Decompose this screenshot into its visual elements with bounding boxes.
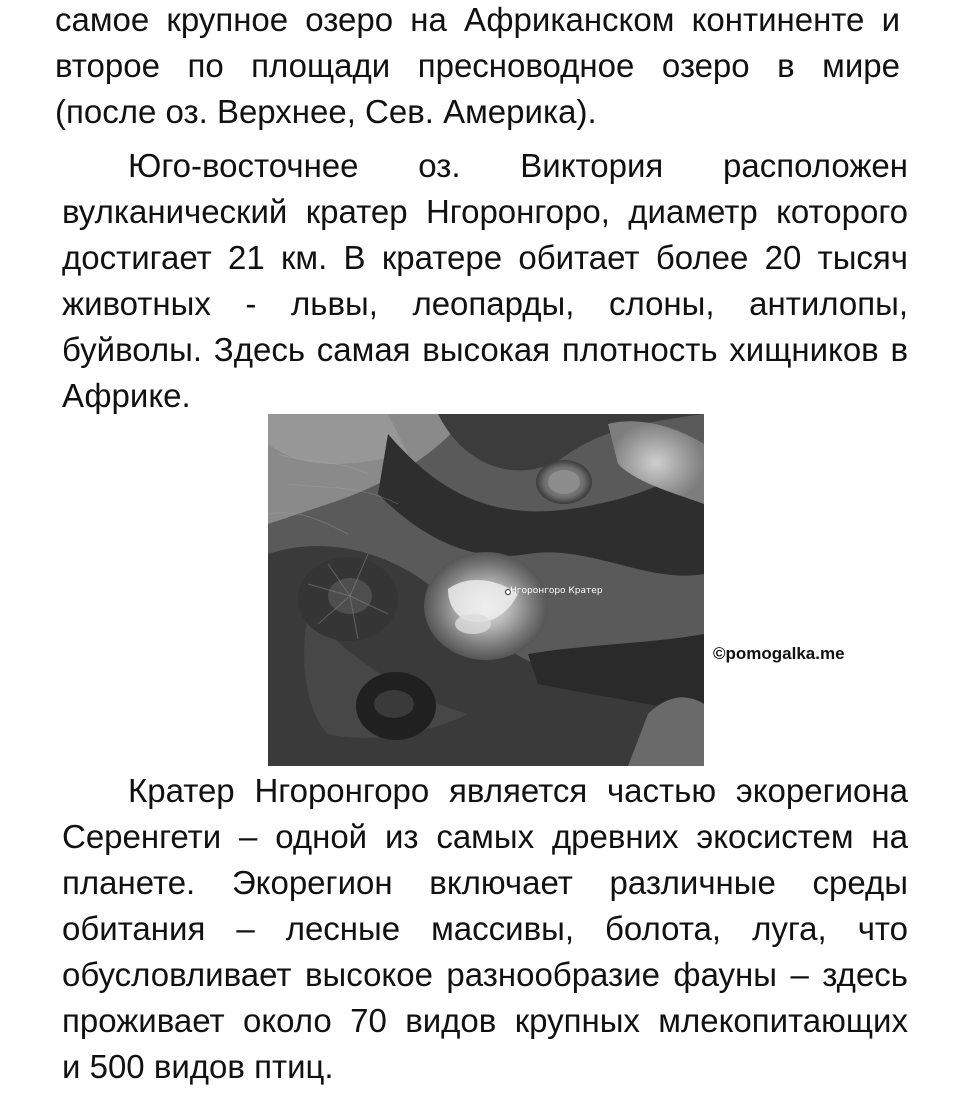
text-line: самое крупное озеро на Африканском континенте и xyxy=(55,1,900,38)
text-line: буйволы. Здесь самая высокая плотность хищников в xyxy=(62,331,908,368)
text-line: планете. Экорегион включает различные среды xyxy=(62,864,908,901)
crater-satellite-image xyxy=(268,414,704,766)
text-line: достигает 21 км. В кратере обитает более 20 тысяч xyxy=(62,239,908,276)
map-label: Нгоронгоро Кратер xyxy=(510,586,603,596)
text-line: и 500 видов птиц. xyxy=(62,1048,334,1085)
text-line: проживает около 70 видов крупных млекопитающих xyxy=(62,1002,908,1039)
paragraph-1 xyxy=(55,0,900,135)
text-line: обитания – лесные массивы, болота, луга, что xyxy=(62,910,908,947)
paragraph-2 xyxy=(62,143,908,419)
text-line: (после оз. Верхнее, Сев. Америка). xyxy=(55,93,597,130)
text-line: Юго-восточнее оз. Виктория расположен xyxy=(128,147,908,184)
watermark: ©pomogalka.me xyxy=(713,644,845,663)
text-line: обусловливает высокое разнообразие фауны – здесь xyxy=(62,956,908,993)
paragraph-3 xyxy=(62,768,908,1090)
text-line: вулканический кратер Нгоронгоро, диаметр которого xyxy=(62,193,908,230)
text-line: Африке. xyxy=(62,377,191,414)
satellite-terrain xyxy=(268,414,704,766)
text-line: Кратер Нгоронгоро является частью экорегиона xyxy=(128,772,908,809)
text-line: животных - львы, леопарды, слоны, антилопы, xyxy=(62,285,908,322)
text-line: Серенгети – одной из самых древних экосистем на xyxy=(62,818,908,855)
text-line: второе по площади пресноводное озеро в мире xyxy=(55,47,900,84)
